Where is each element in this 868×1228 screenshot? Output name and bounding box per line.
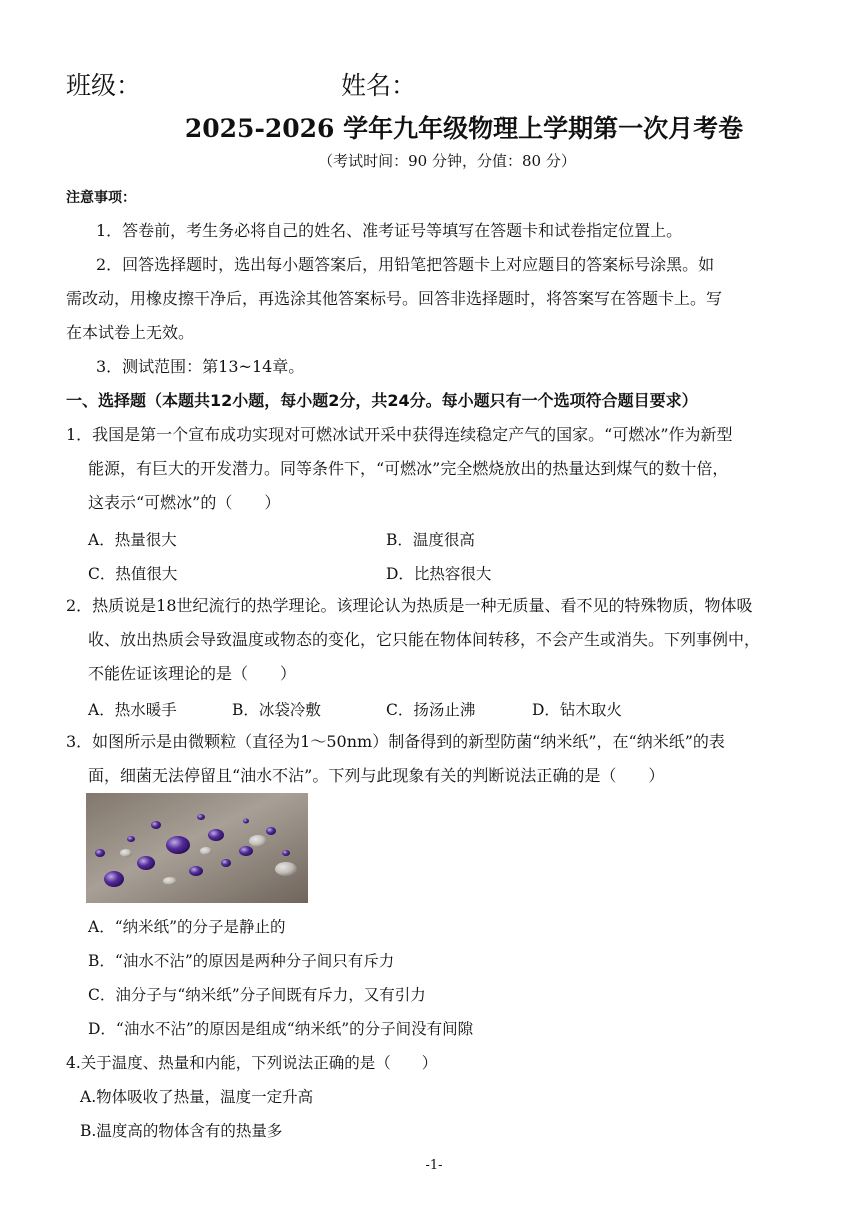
section-heading-choice: 一、选择题（本题共12小题，每小题2分，共24分。每小题只有一个选项符合题目要求） xyxy=(66,391,698,410)
q3-option-d: D．“油水不沾”的原因是组成“纳米纸”的分子间没有间隙 xyxy=(88,1020,474,1038)
nano-paper-water-droplets-photo xyxy=(86,793,308,903)
name-label: 姓名： xyxy=(341,71,417,100)
q1-option-b: B．温度很高 xyxy=(386,531,475,549)
notice-item-2-line-3: 在本试卷上无效。 xyxy=(66,323,195,342)
q2-option-b: B．冰袋冷敷 xyxy=(232,701,321,719)
q3-option-a: A．“纳米纸”的分子是静止的 xyxy=(88,918,286,936)
notice-heading: 注意事项： xyxy=(66,190,136,206)
notice-item-3: 3．测试范围：第13~14章。 xyxy=(96,357,305,376)
q1-line-2: 能源，有巨大的开发潜力。同等条件下，“可燃冰”完全燃烧放出的热量达到煤气的数十倍， xyxy=(88,459,729,478)
q1-line-3: 这表示“可燃冰”的（ ） xyxy=(88,493,281,512)
q2-line-3: 不能佐证该理论的是（ ） xyxy=(88,664,297,683)
q4-option-a: A.物体吸收了热量，温度一定升高 xyxy=(80,1088,314,1106)
q2-line-1: 2．热质说是18世纪流行的热学理论。该理论认为热质是一种无质量、看不见的特殊物质，物体吸 xyxy=(66,596,753,615)
q2-option-c: C．扬汤止沸 xyxy=(386,701,476,719)
q3-line-2: 面，细菌无法停留且“油水不沾”。下列与此现象有关的判断说法正确的是（ ） xyxy=(88,766,665,785)
q2-line-2: 收、放出热质会导致温度或物态的变化，它只能在物体间转移，不会产生或消失。下列事例中， xyxy=(88,630,761,649)
q2-option-a: A．热水暖手 xyxy=(88,701,177,719)
notice-item-2-line-2: 需改动，用橡皮擦干净后，再选涂其他答案标号。回答非选择题时，将答案写在答题卡上。写 xyxy=(66,289,723,308)
q1-option-d: D．比热容很大 xyxy=(386,565,492,583)
notice-item-2-line-1: 2．回答选择题时，选出每小题答案后，用铅笔把答题卡上对应题目的答案标号涂黑。如 xyxy=(96,255,715,274)
q4-line-1: 4.关于温度、热量和内能，下列说法正确的是（ ） xyxy=(66,1054,438,1072)
q1-line-1: 1．我国是第一个宣布成功实现对可燃冰试开采中获得连续稳定产气的国家。“可燃冰”作为新型 xyxy=(66,425,733,444)
class-label: 班级： xyxy=(66,71,142,100)
q3-option-c: C．油分子与“纳米纸”分子间既有斥力，又有引力 xyxy=(88,986,426,1004)
q1-option-c: C．热值很大 xyxy=(88,565,178,583)
q3-line-1: 3．如图所示是由微颗粒（直径为1～50nm）制备得到的新型防菌“纳米纸”，在“纳米纸”的表 xyxy=(66,732,725,751)
q4-option-b: B.温度高的物体含有的热量多 xyxy=(80,1122,283,1140)
q1-option-a: A．热量很大 xyxy=(88,531,177,549)
q3-option-b: B．“油水不沾”的原因是两种分子间只有斥力 xyxy=(88,952,395,970)
notice-item-1: 1．答卷前，考生务必将自己的姓名、准考证号等填写在答题卡和试卷指定位置上。 xyxy=(96,221,683,240)
q2-option-d: D．钻木取火 xyxy=(532,701,622,719)
exam-subtitle: （考试时间：90 分钟，分值：80 分） xyxy=(318,152,576,170)
exam-title: 2025-2026 学年九年级物理上学期第一次月考卷 xyxy=(184,114,744,143)
page-number: -1- xyxy=(425,1158,443,1173)
